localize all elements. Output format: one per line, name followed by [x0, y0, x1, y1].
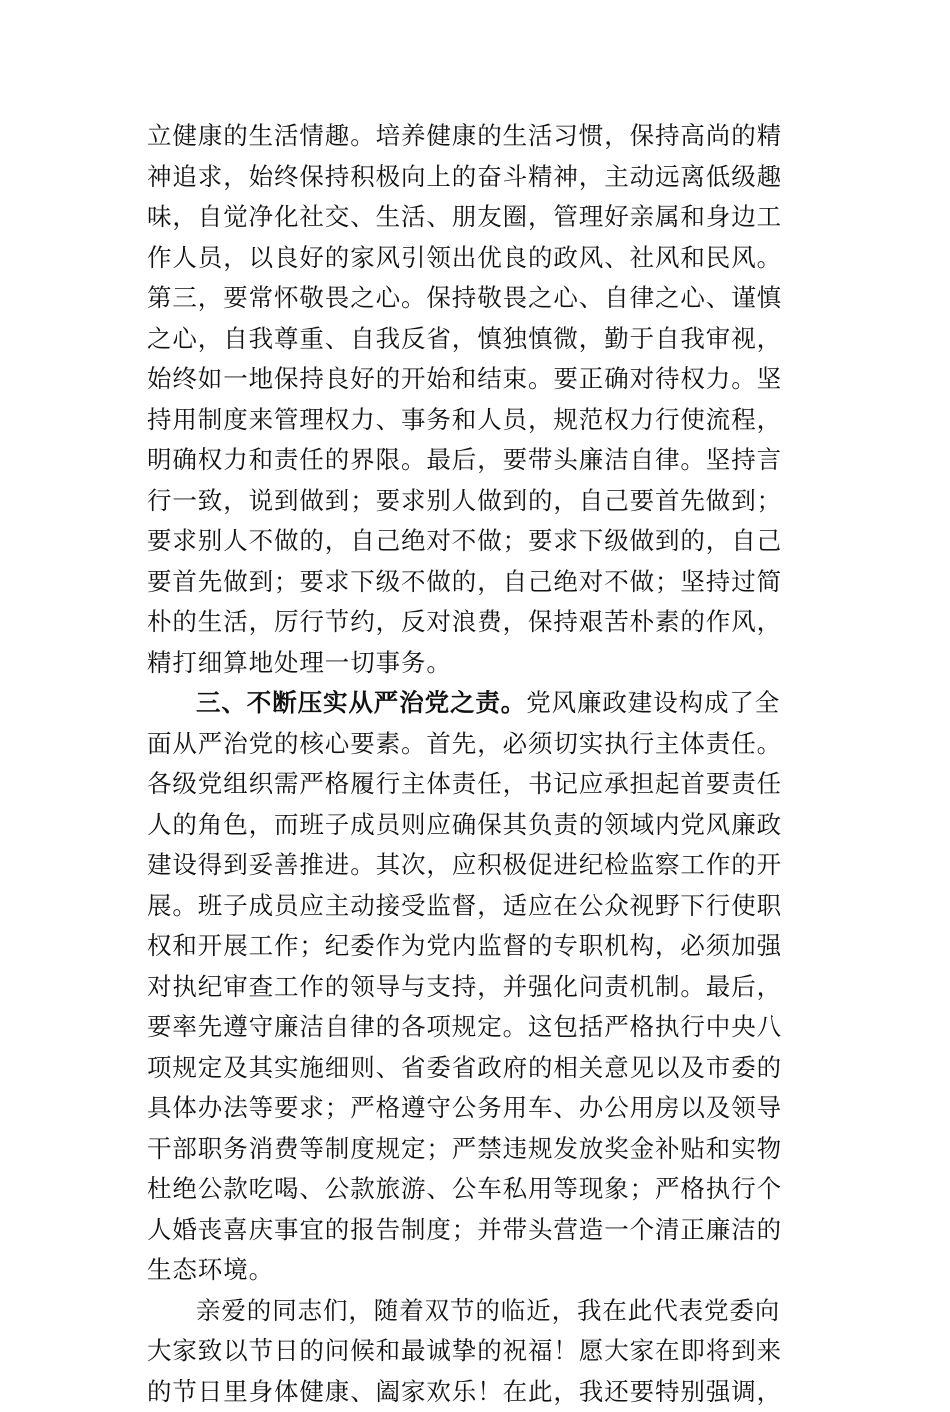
paragraph-3 — [147, 1291, 809, 1412]
text-line: 干部职务消费等制度规定；严禁违规发放奖金补贴和实物 — [147, 1129, 809, 1170]
section-heading: 三、不断压实从严治党之责。 — [196, 688, 526, 717]
text-line: 大家致以节日的问候和最诚挚的祝福！愿大家在即将到来 — [147, 1331, 809, 1372]
text-line: 第三，要常怀敬畏之心。保持敬畏之心、自律之心、谨慎 — [147, 278, 809, 319]
text-line: 要率先遵守廉洁自律的各项规定。这包括严格执行中央八 — [147, 1007, 809, 1048]
text-line: 权和开展工作；纪委作为党内监督的专职机构，必须加强 — [147, 926, 809, 967]
text-line: 人婚丧喜庆事宜的报告制度；并带头营造一个清正廉洁的 — [147, 1210, 809, 1251]
text-line: 神追求，始终保持积极向上的奋斗精神，主动远离低级趣 — [147, 157, 809, 198]
text-line: 杜绝公款吃喝、公款旅游、公车私用等现象；严格执行个 — [147, 1169, 809, 1210]
text-line: 的节日里身体健康、阖家欢乐！在此，我还要特别强调， — [147, 1372, 809, 1412]
text-line: 要首先做到；要求下级不做的，自己绝对不做；坚持过简 — [147, 562, 809, 603]
paragraph-2-first-line — [147, 683, 809, 724]
text-line: 生态环境。 — [147, 1250, 809, 1291]
text-line: 作人员，以良好的家风引领出优良的政风、社风和民风。 — [147, 238, 809, 279]
text-line: 面从严治党的核心要素。首先，必须切实执行主体责任。 — [147, 724, 809, 765]
text-line: 始终如一地保持良好的开始和结束。要正确对待权力。坚 — [147, 359, 809, 400]
text-line: 人的角色，而班子成员则应确保其负责的领域内党风廉政 — [147, 805, 809, 846]
text-line: 项规定及其实施细则、省委省政府的相关意见以及市委的 — [147, 1048, 809, 1089]
document-body — [147, 116, 809, 1412]
text-line: 立健康的生活情趣。培养健康的生活习惯，保持高尚的精 — [147, 116, 809, 157]
text-line: 之心，自我尊重、自我反省，慎独慎微，勤于自我审视， — [147, 319, 809, 360]
text-line: 精打细算地处理一切事务。 — [147, 643, 809, 684]
text-line: 要求别人不做的，自己绝对不做；要求下级做到的，自己 — [147, 521, 809, 562]
text-line: 对执纪审查工作的领导与支持，并强化问责机制。最后， — [147, 967, 809, 1008]
text-line: 亲爱的同志们，随着双节的临近，我在此代表党委向 — [147, 1291, 809, 1332]
paragraph-2 — [147, 683, 809, 1291]
text-line: 具体办法等要求；严格遵守公务用车、办公用房以及领导 — [147, 1088, 809, 1129]
paragraph-2-first-rest: 党风廉政建设构成了全 — [526, 688, 780, 717]
paragraph-1 — [147, 116, 809, 683]
text-line: 展。班子成员应主动接受监督，适应在公众视野下行使职 — [147, 886, 809, 927]
text-line: 味，自觉净化社交、生活、朋友圈，管理好亲属和身边工 — [147, 197, 809, 238]
text-line: 建设得到妥善推进。其次，应积极促进纪检监察工作的开 — [147, 845, 809, 886]
text-line: 各级党组织需严格履行主体责任，书记应承担起首要责任 — [147, 764, 809, 805]
text-line: 朴的生活，厉行节约，反对浪费，保持艰苦朴素的作风， — [147, 602, 809, 643]
text-line: 行一致，说到做到；要求别人做到的，自己要首先做到； — [147, 481, 809, 522]
text-line: 持用制度来管理权力、事务和人员，规范权力行使流程， — [147, 400, 809, 441]
text-line: 明确权力和责任的界限。最后，要带头廉洁自律。坚持言 — [147, 440, 809, 481]
